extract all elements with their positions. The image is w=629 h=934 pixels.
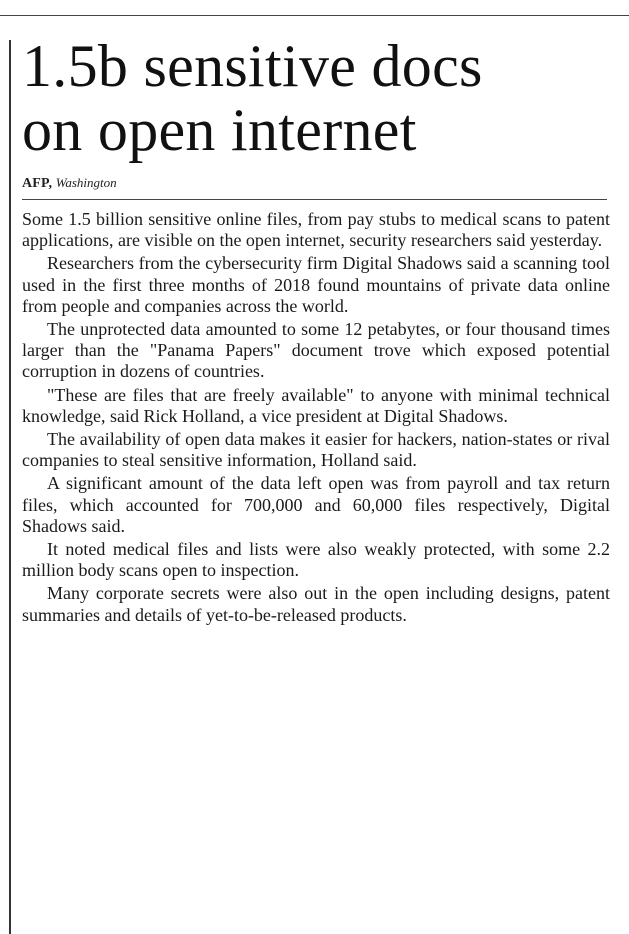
top-rule — [0, 15, 629, 16]
paragraph: Some 1.5 billion sensitive online files, from pay stubs to medical scans to patent applications, are visible on the open internet, security researchers said yesterday. — [22, 209, 610, 251]
headline-line-2: on open internet — [22, 97, 417, 163]
byline-dateline: Washington — [55, 175, 117, 190]
byline — [22, 175, 612, 192]
column-rule — [9, 40, 11, 934]
paragraph: Many corporate secrets were also out in the open including designs, patent summaries and details of yet-to-be-released products. — [22, 583, 610, 625]
paragraph: The unprotected data amounted to some 12 petabytes, or four thousand times larger than the "Panama Papers" document trove which exposed potential corruption in dozens of countries. — [22, 319, 610, 382]
paragraph: The availability of open data makes it easier for hackers, nation-states or rival companies to steal sensitive information, Holland said. — [22, 429, 610, 471]
paragraph: "These are files that are freely available" to anyone with minimal technical knowledge, said Rick Holland, a vice president at Digital Shadows. — [22, 384, 610, 426]
byline-agency: AFP, — [22, 176, 53, 191]
news-article — [22, 34, 612, 628]
paragraph: A significant amount of the data left open was from payroll and tax return files, which accounted for 700,000 and 60,000 files respectively, Digital Shadows said. — [22, 473, 610, 536]
byline-divider — [22, 199, 607, 200]
headline-line-1: 1.5b sensitive docs — [22, 33, 483, 99]
article-body — [22, 209, 610, 626]
paragraph: It noted medical files and lists were also weakly protected, with some 2.2 million body scans open to inspection. — [22, 539, 610, 581]
headline — [22, 34, 612, 162]
paragraph: Researchers from the cybersecurity firm Digital Shadows said a scanning tool used in the first three months of 2018 found mountains of private data online from people and companies across the world. — [22, 253, 610, 316]
